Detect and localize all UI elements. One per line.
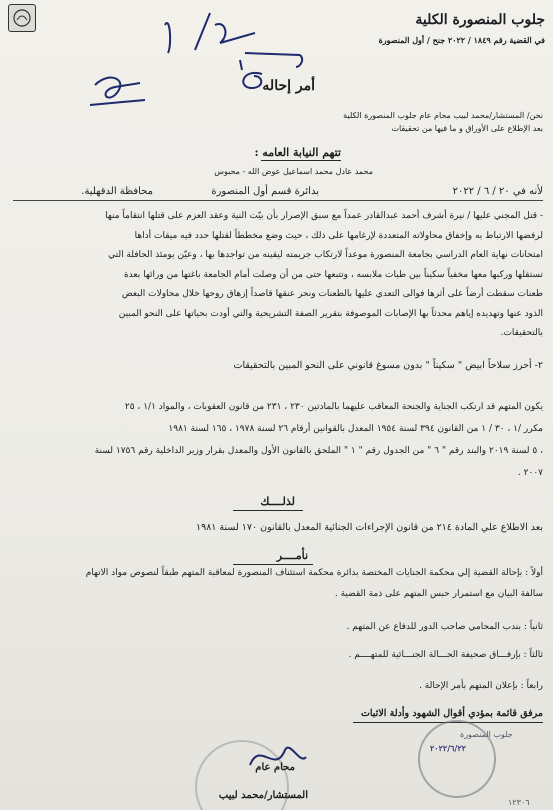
charge-heading: تتهم النيابة العامه : bbox=[254, 146, 341, 159]
signature-name: المستشار/محمد لبيب bbox=[218, 790, 308, 801]
handwritten-marks bbox=[60, 5, 320, 115]
order-heading: نأمــــر bbox=[276, 549, 308, 562]
court-header: جلوب المنصورة الكلية bbox=[415, 12, 545, 28]
stamp-date: ٢٠٢٢/٦/٢٢ bbox=[430, 743, 466, 753]
signature-role: محام عام bbox=[255, 762, 295, 773]
stamp-corner-code: ١٢٣٠٦ bbox=[508, 798, 530, 807]
order-first: أولاً : بإحالة القضية إلي محكمة الجنايات المختصة بدائرة محكمة استئناف المنصورة لمعاقبة المتهم طبقاً لنصوص مواد الاتهام bbox=[85, 568, 543, 578]
order-second: ثانياً : بندب المحامي صاحب الدور للدفاع عن المتهم . bbox=[346, 622, 543, 632]
issuer-line: نحن/ المستشار/محمد لبيب محام عام جلوب المنصورة الكلية bbox=[343, 111, 543, 120]
attachment-note: مرفق قائمة بمؤدي أقوال الشهود وأدلة الاثبات bbox=[360, 708, 543, 719]
place-line: بدائرة قسم أول المنصورة bbox=[211, 186, 319, 197]
charge-paragraph: - قتل المجني عليها / نيرة أشرف أحمد عبدالقادر عمداً مع سبق الإصرار بأن بيّت النية وعقد العزم على قتلها انتقاماً منها لرفضها الارتباط به وإخفاق محاولاته المتعددة لإرغامها على ذلك ، حيث وضع مخططاً لقتلها حدد فيه ميقات أداها امتحانات نهاية العام الدراسي بجامعة المنصورة موعداً لارتكاب جريمته ليقينه من تواجدها بها ، وعيّن يومئذ الحافلة التي تستقلها وركبها معها مخفياً سكيناً بين طيات ملابسه ، وتتبعها حتى من أن وصلت أمام الجامعة باغتها من ورائها بعدة طعنات سقطت أرضاً على أثرها فوالى التعدي عليها بالطعنات ونحر عنقها قاصداً إزهاق روحها خلال محاولات البعض الذود عنها وتهديده إياهم محدثاً بها الإصابات الموصوفة بتقرير الصفة التشريحية والتي أودت بحياتها على النحو المبين بالتحقيقات. bbox=[105, 211, 543, 338]
emblem-logo bbox=[8, 4, 36, 32]
document-title: أمر إحاله bbox=[262, 78, 315, 94]
order-third: ثالثاً : بإرفـــاق صحيفة الحـــالة الجنـــائية للمتهــــم . bbox=[348, 650, 543, 660]
case-reference: في القضية رقم ١٨٤٩ / ٢٠٢٢ جنح / أول المنصورة bbox=[378, 35, 545, 45]
after-review-line: بعد الاطلاع علي المادة ٢١٤ من قانون الإجراءات الجنائية المعدل بالقانون ١٧٠ لسنة ١٩٨١ bbox=[195, 522, 543, 533]
order-fourth: رابعاً : بإعلان المتهم بأمر الإحالة . bbox=[419, 681, 543, 691]
governorate-line: محافظة الدقهلية. bbox=[81, 186, 153, 197]
handwritten-circle bbox=[232, 66, 272, 94]
law-paragraph: يكون المتهم قد ارتكب الجناية والجنحة المعاقب عليهما بالمادتين ٢٣٠ ، ٢٣١ من قانون العقوبات ، والمواد ١/١ ، ٢٥ مكرر /١ ، ٣٠ / ١ من القانون ٣٩٤ لسنة ١٩٥٤ المعدل بالقوانين أرقام ٢٦ لسنة ١٩٧٨ ، ١٦٥ لسنة ١٩٨١ ، ٥ لسنة ٢٠١٩ والبند رقم " ٦ " من الجدول رقم " ١ " الملحق بالقانون الأول والمعدل بقرار وزير الداخلية رقم ١٧٥٦ لسنة ٢٠٠٧ . bbox=[94, 402, 543, 478]
review-line: بعد الإطلاع على الأوراق و ما فيها من تحقيقات bbox=[391, 124, 543, 133]
defendant-name: محمد عادل محمد اسماعيل عوض الله - محبوس bbox=[214, 167, 373, 176]
therefore-heading: لذلــــك bbox=[260, 495, 295, 508]
signature-mark bbox=[240, 735, 310, 780]
stamp-label: جلوب المنصورة bbox=[460, 730, 513, 739]
second-charge: ٢- أحرز سلاحاً ابيض " سكيناً " بدون مسوغ قانوني على النحو المبين بالتحقيقات bbox=[233, 360, 543, 371]
order-first-cont: سالفة البيان مع استمرار حبس المتهم على ذمة القضية . bbox=[334, 589, 543, 599]
date-line: لأنه في ٢٠ / ٦ / ٢٠٢٢ bbox=[452, 186, 543, 197]
